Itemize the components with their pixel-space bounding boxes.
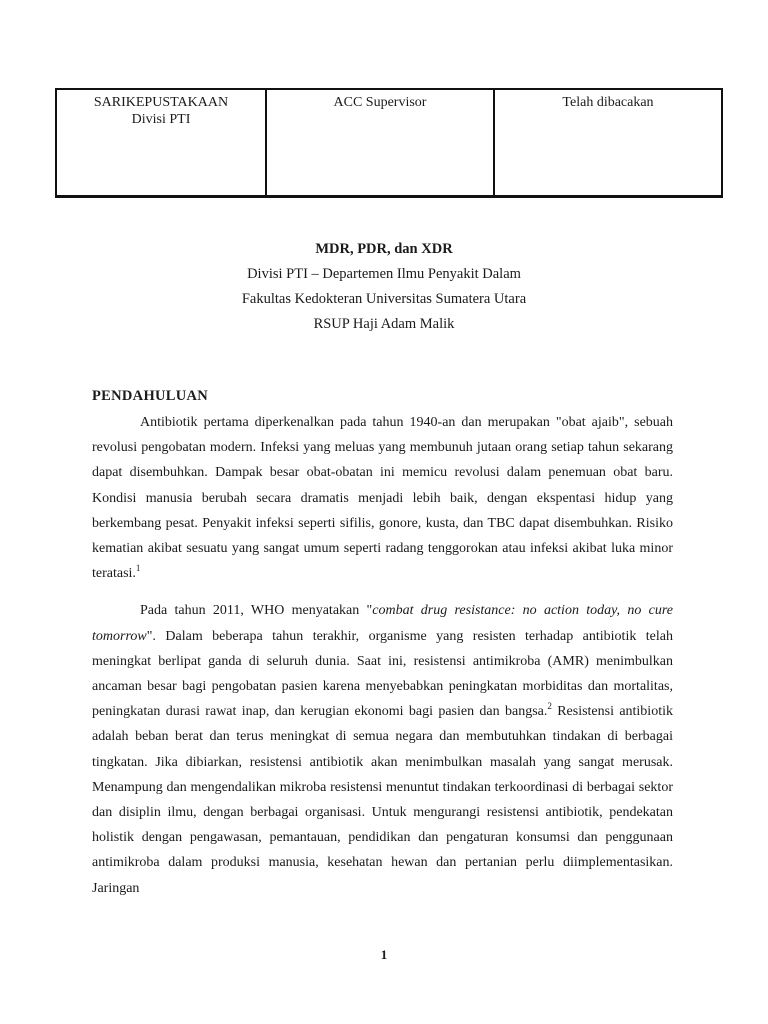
footnote-ref: 1 (135, 563, 141, 574)
approval-cell-supervisor-label: ACC Supervisor (333, 95, 427, 110)
section-heading: PENDAHULUAN (92, 388, 209, 404)
paragraph (92, 410, 673, 586)
approval-table (55, 88, 723, 198)
approval-cell-division: Divisi PTI (131, 112, 191, 127)
paragraph-text: Resistensi antibiotik adalah beban berat dan terus meningkat di semua negara dan membutuhkan tindakan di berbagai tingkatan. Jika dibiarkan, resistensi antibiotik akan menimbulkan masalah yang sangat merusak. Menampung dan mengendalikan mikroba resistensi menuntut tindakan terkoordinasi di berbagai sektor dan disiplin ilmu, dengan berbagai organisasi. Untuk mengurangi resistensi antibiotik, pendekatan holistik dengan pengawasan, pemantauan, pendidikan dan pengaturan konsumsi dan penggunaan antimikroba dalam produksi manusia, kesehatan hewan dan pertanian perlu diimplementasikan. Jaringan (92, 704, 673, 896)
title-block (0, 237, 768, 337)
who-quote: combat drug resistance: no action today, no cure tomorrow (92, 603, 673, 644)
footnote-ref: 2 (547, 701, 552, 712)
affiliation-division: Divisi PTI – Departemen Ilmu Penyakit Dalam (247, 266, 521, 282)
affiliation-faculty: Fakultas Kedokteran Universitas Sumatera Utara (241, 291, 527, 307)
approval-cell-read-label: Telah dibacakan (562, 95, 654, 110)
document-title: MDR, PDR, dan XDR (315, 241, 453, 257)
approval-cell-sarikepustakaan (57, 90, 267, 195)
approval-cell-label: SARIKEPUSTAKAAN (93, 95, 229, 110)
approval-cell-supervisor (267, 90, 495, 195)
paragraph-text: Pada tahun 2011, WHO menyatakan " (140, 603, 373, 619)
affiliation-hospital: RSUP Haji Adam Malik (313, 316, 455, 332)
body-text (92, 410, 673, 901)
page-number: 1 (380, 947, 388, 962)
approval-cell-read (495, 90, 721, 195)
paragraph (92, 598, 673, 900)
paragraph-text: Antibiotik pertama diperkenalkan pada tahun 1940-an dan merupakan "obat ajaib", sebuah revolusi pengobatan modern. Infeksi yang meluas yang membunuh jutaan orang setiap tahun sekarang dapat disembuhkan. Dampak besar obat-obatan ini memicu revolusi dalam penemuan obat baru. Kondisi manusia berubah secara dramatis menjadi lebih baik, dengan ekspentasi hidup yang berkembang pesat. Penyakit infeksi seperti sifilis, gonore, kusta, dan TBC dapat disembuhkan. Risiko kematian akibat sesuatu yang sangat umum seperti radang tenggorokan atau infeksi akibat luka minor teratasi. (92, 415, 673, 582)
paragraph-text: ". Dalam beberapa tahun terakhir, organisme yang resisten terhadap antibiotik telah meningkat berlipat ganda di seluruh dunia. Saat ini, resistensi antimikroba (AMR) menimbulkan ancaman besar bagi pengobatan pasien karena menyebabkan peningkatan morbiditas dan mortalitas, peningkatan durasi rawat inap, dan kerugian ekonomi bagi pasien dan bangsa. (92, 628, 673, 720)
